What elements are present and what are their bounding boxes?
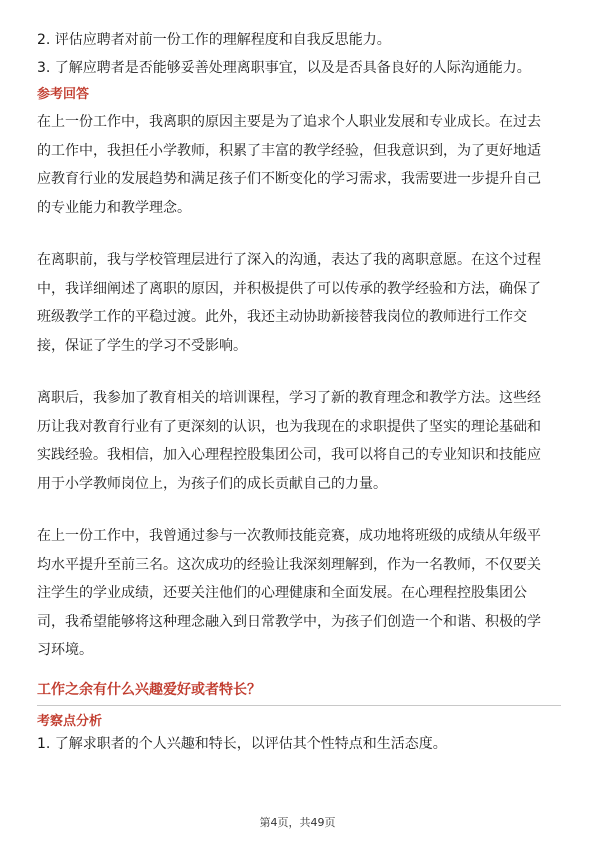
analysis-points [37,732,561,756]
answer-paragraph-2 [37,246,561,360]
intro-point: 2. 评估应聘者对前一份工作的理解程度和自我反思能力。 [37,32,391,48]
paragraph-line: 的专业能力和教学理念。 [37,199,191,216]
paragraph-line: 中，我详细阐述了离职的原因，并积极提供了可以传承的教学经验和方法，确保了 [37,280,541,297]
answer-paragraph-3 [37,384,561,498]
paragraph-line: 均水平提升至前三名。这次成功的经验让我深刻理解到，作为一名教师，不仅要关 [37,556,541,573]
paragraph-line: 应教育行业的发展趋势和满足孩子们不断变化的学习需求，我需要进一步提升自己 [37,171,541,187]
answer-paragraph-1 [37,108,561,222]
intro-point: 3. 了解应聘者是否能够妥善处理离职事宜，以及是否具备良好的人际沟通能力。 [37,60,531,76]
paragraph-line: 历让我对教育行业有了更深刻的认识，也为我现在的求职提供了坚实的理论基础和 [37,418,541,435]
paragraph-line: 实践经验。我相信，加入心理程控股集团公司，我可以将自己的专业知识和技能应 [37,447,541,463]
paragraph-line: 接，保证了学生的学习不受影响。 [37,337,247,354]
paragraph-line: 用于小学教师岗位上，为孩子们的成长贡献自己的力量。 [37,475,387,492]
paragraph-line: 司，我希望能够将这种理念融入到日常教学中，为孩子们创造一个和谐、积极的学 [37,613,541,630]
paragraph-line: 在离职前，我与学校管理层进行了深入的沟通，表达了我的离职意愿。在这个过程 [37,252,541,268]
paragraph-line: 在上一份工作中，我曾通过参与一次教师技能竞赛，成功地将班级的成绩从年级平 [37,528,541,544]
paragraph-line: 在上一份工作中，我离职的原因主要是为了追求个人职业发展和专业成长。在过去 [37,114,541,130]
analysis-label: 考察点分析 [37,713,103,729]
answer-label: 参考回答 [37,87,90,102]
paragraph-line: 离职后，我参加了教育相关的培训课程，学习了新的教育理念和教学方法。这些经 [37,390,541,406]
question-heading: 工作之余有什么兴趣爱好或者特长？ [37,679,561,706]
paragraph-line: 注学生的学业成绩，还要关注他们的心理健康和全面发展。在心理程控股集团公 [37,585,527,601]
paragraph-line: 习环境。 [37,642,93,658]
answer-paragraph-4 [37,522,561,665]
paragraph-line: 的工作中，我担任小学教师，积累了丰富的教学经验，但我意识到，为了更好地适 [37,142,541,159]
document-page [37,28,561,760]
paragraph-line: 班级教学工作的平稳过渡。此外，我还主动协助新接替我岗位的教师进行工作交 [37,309,527,325]
page-footer: 第4页，共49页 [259,816,336,829]
intro-points [37,28,561,80]
analysis-point: 1. 了解求职者的个人兴趣和特长，以评估其个性特点和生活态度。 [37,735,447,752]
